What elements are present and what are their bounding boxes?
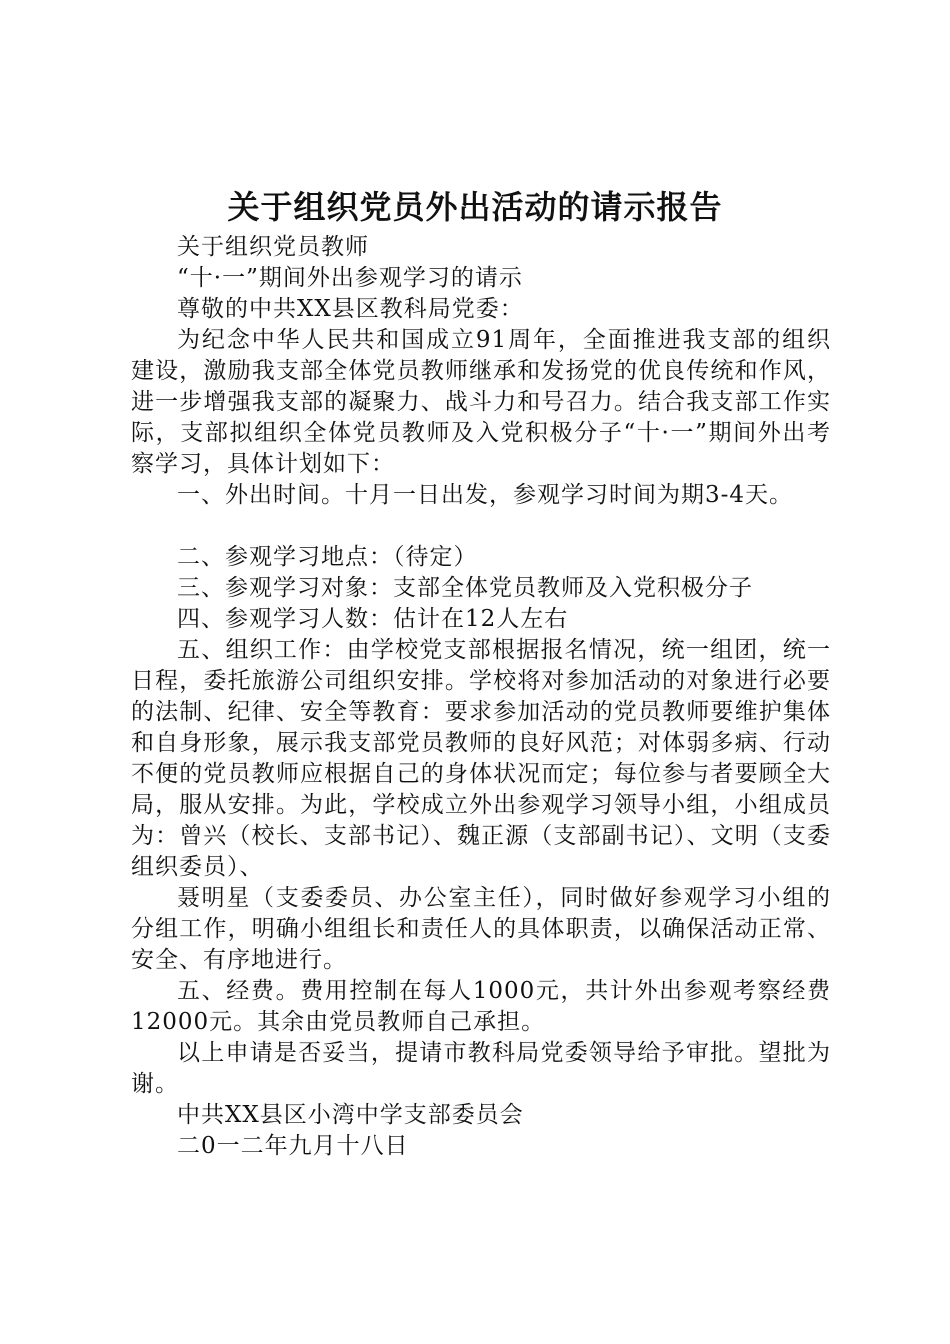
item-organization-continued: 聂明星（支委委员、办公室主任），同时做好参观学习小组的分组工作，明确小组组长和责任人的具体职责，以确保活动正常、安全、有序地进行。 [131, 885, 831, 973]
subject-line-1: 关于组织党员教师 [177, 234, 369, 260]
signature-date: 二0一二年九月十八日 [177, 1133, 409, 1159]
intro-paragraph: 为纪念中华人民共和国成立91周年，全面推进我支部的组织建设，激励我支部全体党员教师继承和发扬党的优良传统和作风，进一步增强我支部的凝聚力、战斗力和号召力。结合我支部工作实际，支部拟组织全体党员教师及入党积极分子“十·一”期间外出考察学习，具体计划如下： [131, 327, 831, 477]
document-body [131, 232, 831, 1162]
salutation: 尊敬的中共XX县区教科局党委： [177, 296, 524, 322]
item-participants: 三、参观学习对象：支部全体党员教师及入党积极分子 [177, 575, 753, 601]
subject-line-2: “十·一”期间外出参观学习的请示 [177, 265, 523, 291]
item-time: 一、外出时间。十月一日出发，参观学习时间为期3-4天。 [177, 482, 794, 508]
item-location: 二、参观学习地点：（待定） [177, 544, 478, 570]
item-headcount: 四、参观学习人数：估计在12人左右 [177, 606, 569, 632]
blank-line [131, 511, 831, 542]
closing-request: 以上申请是否妥当，提请市教科局党委领导给予审批。望批为谢。 [131, 1040, 831, 1097]
signature-organization: 中共XX县区小湾中学支部委员会 [177, 1102, 524, 1128]
item-funding: 五、经费。费用控制在每人1000元，共计外出参观考察经费12000元。其余由党员教师自己承担。 [131, 978, 831, 1035]
item-organization: 五、组织工作：由学校党支部根据报名情况，统一组团，统一日程，委托旅游公司组织安排。学校将对参加活动的对象进行必要的法制、纪律、安全等教育：要求参加活动的党员教师要维护集体和自身形象，展示我支部党员教师的良好风范；对体弱多病、行动不便的党员教师应根据自己的身体状况而定；每位参与者要顾全大局，服从安排。为此，学校成立外出参观学习领导小组，小组成员为：曾兴（校长、支部书记）、魏正源（支部副书记）、文明（支委组织委员）、 [131, 637, 831, 880]
document-title: 关于组织党员外出活动的请示报告 [227, 188, 723, 226]
